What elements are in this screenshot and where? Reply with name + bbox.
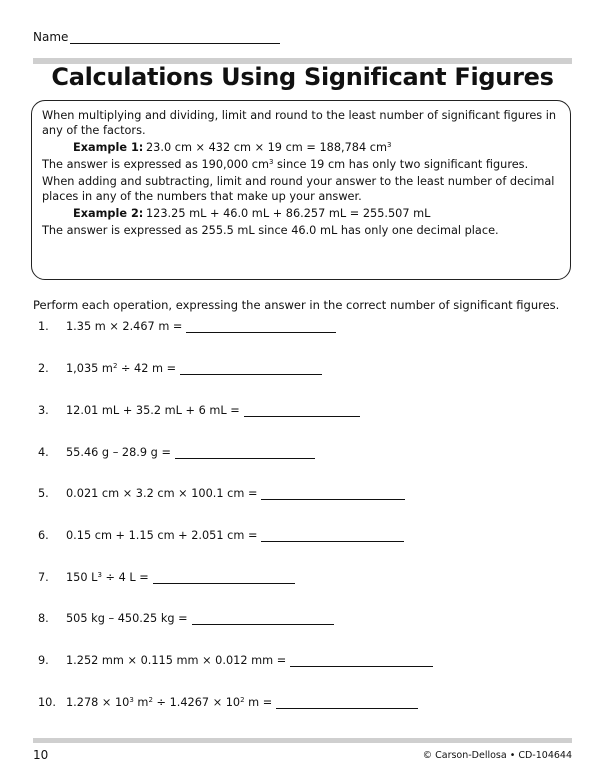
mult-rule-text: When multiplying and dividing, limit and round to the least number of significant figures in any of the factors. — [42, 109, 557, 137]
name-field-row — [33, 30, 280, 44]
example-1-expression: 23.0 cm × 432 cm × 19 cm = 188,784 $cm^3$ — [146, 141, 392, 154]
page-title: Calculations Using Significant Figures — [51, 63, 554, 91]
problem-8 — [38, 612, 334, 625]
name-blank[interactable] — [70, 31, 280, 44]
name-label: Name — [33, 30, 69, 44]
instructions: Perform each operation, expressing the answer in the correct number of significant figures. — [33, 298, 560, 312]
problem-number: 3. — [38, 404, 49, 417]
problem-expression: 55.46 g – 28.9 g = — [66, 446, 171, 459]
problem-expression: 0.15 cm + 1.15 cm + 2.051 cm = — [66, 529, 258, 542]
problem-number: 7. — [38, 571, 49, 584]
answer-blank[interactable] — [244, 405, 360, 417]
example-1-label: Example 1: — [73, 141, 144, 154]
answer-blank[interactable] — [290, 655, 433, 667]
answer-blank[interactable] — [186, 321, 336, 333]
answer-blank[interactable] — [175, 447, 315, 459]
copyright-notice: © Carson-Dellosa • CD-104644 — [422, 750, 572, 761]
answer-blank[interactable] — [276, 697, 418, 709]
problem-expression: $1.278 \times 10^3$ $m^2 \div 1.4267 \times 10^2$ m = — [66, 696, 273, 709]
problem-expression: 150 $L^3 \div 4$ L = — [66, 571, 149, 584]
problem-3 — [38, 404, 360, 417]
example-2 — [42, 207, 560, 222]
problem-number: 5. — [38, 487, 49, 500]
rules-box — [31, 100, 571, 280]
problem-expression: 1.252 mm × 0.115 mm × 0.012 mm = — [66, 654, 287, 667]
problem-7 — [38, 571, 295, 584]
problem-number: 1. — [38, 320, 49, 333]
problem-number: 6. — [38, 529, 49, 542]
answer-blank[interactable] — [192, 613, 334, 625]
problem-number: 2. — [38, 362, 49, 375]
problem-number: 9. — [38, 654, 49, 667]
problem-6 — [38, 529, 404, 542]
footer-bar — [33, 738, 572, 743]
problem-number: 4. — [38, 446, 49, 459]
problem-number: 10. — [38, 696, 56, 709]
problem-9 — [38, 654, 433, 667]
problem-10 — [38, 696, 418, 709]
problem-expression: 1.35 m × 2.467 m = — [66, 320, 183, 333]
problem-expression: 12.01 mL + 35.2 mL + 6 mL = — [66, 404, 240, 417]
answer-blank[interactable] — [261, 530, 404, 542]
problem-expression: 0.021 cm × 3.2 cm × 100.1 cm = — [66, 487, 258, 500]
answer-blank[interactable] — [153, 572, 295, 584]
problem-5 — [38, 487, 405, 500]
problem-2 — [38, 362, 322, 375]
example-2-expression: 123.25 mL + 46.0 mL + 86.257 mL = 255.507 mL — [146, 207, 431, 220]
answer-blank[interactable] — [261, 488, 405, 500]
example-2-note: The answer is expressed as 255.5 mL since 46.0 mL has only one decimal place. — [42, 223, 499, 237]
problem-number: 8. — [38, 612, 49, 625]
answer-blank[interactable] — [180, 363, 322, 375]
example-1-note: The answer is expressed as 190,000 $cm^3$ since 19 cm has only two significant figures. — [42, 157, 529, 171]
page-number: 10 — [33, 748, 49, 762]
problem-1 — [38, 320, 336, 333]
example-2-label: Example 2: — [73, 207, 144, 220]
add-rule-text: When adding and subtracting, limit and round your answer to the least number of decimal places in any of the numbers that make up your answer. — [42, 175, 555, 203]
example-1 — [42, 141, 560, 156]
problem-expression: 1,035 $m^2 \div 42$ m = — [66, 362, 177, 375]
problem-expression: 505 kg – 450.25 kg = — [66, 612, 188, 625]
problem-4 — [38, 446, 315, 459]
